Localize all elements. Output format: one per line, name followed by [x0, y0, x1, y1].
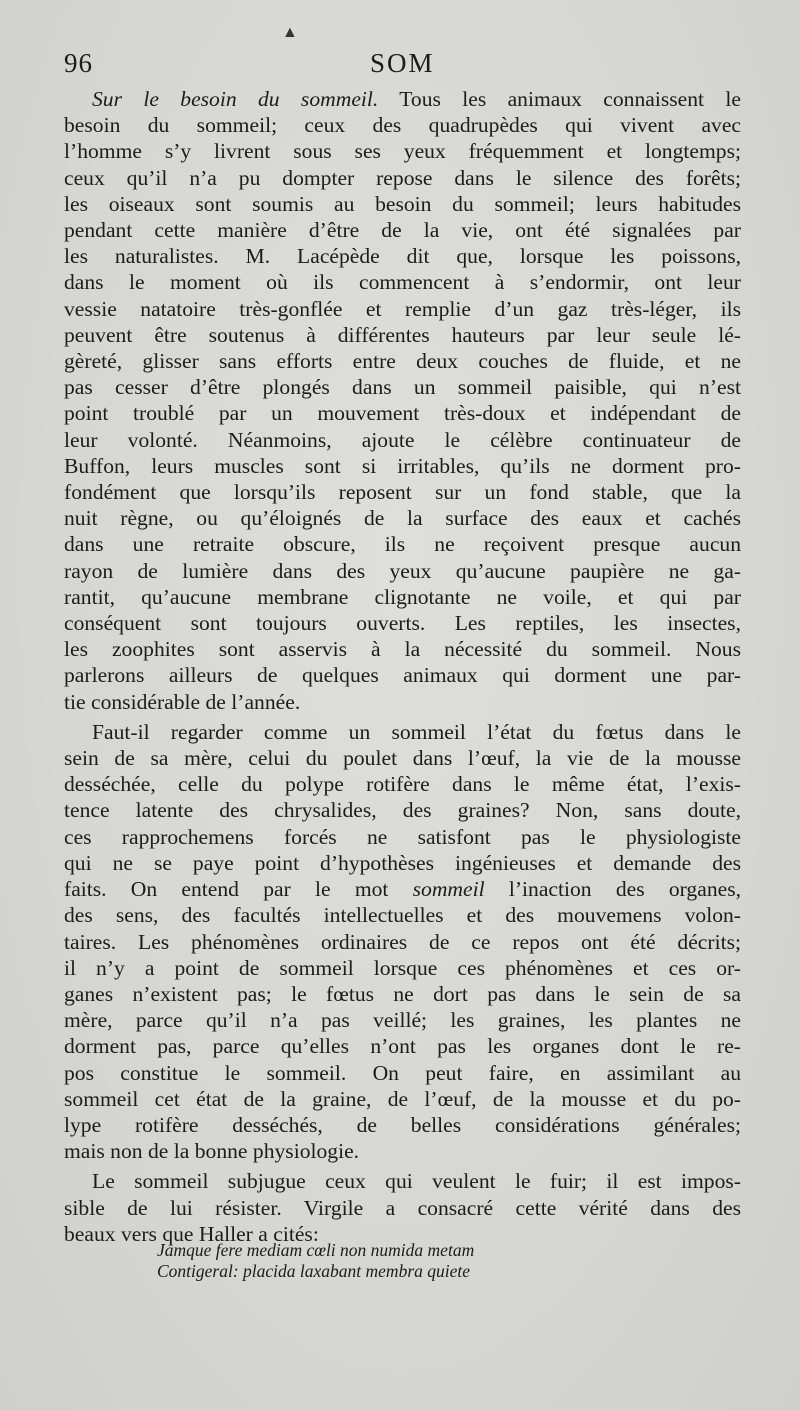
paragraph — [64, 86, 741, 715]
text-run: parlerons ailleurs de quelques animaux qui dorment une par- — [64, 663, 741, 688]
verse-quotation — [157, 1240, 617, 1282]
text-line — [64, 981, 741, 1007]
text-line — [64, 86, 741, 112]
text-line — [64, 955, 741, 981]
page-number: 96 — [64, 48, 93, 78]
text-line — [64, 505, 741, 531]
text-line — [64, 296, 741, 322]
text-run: pendant cette manière d’être de la vie, ont été signalées par — [64, 218, 741, 243]
running-head: SOM — [370, 48, 435, 78]
text-line — [64, 850, 741, 876]
text-run: point troublé par un mouvement très-doux et indépendant de — [64, 401, 741, 426]
text-run: l’inaction des organes, — [484, 877, 741, 902]
text-line — [64, 243, 741, 269]
text-run: les zoophites sont asservis à la nécessité du sommeil. Nous — [64, 637, 741, 662]
text-line — [64, 1086, 741, 1112]
text-run: desséchée, celle du polype rotifère dans le même état, l’exis- — [64, 772, 741, 797]
ornament-mark: ▲ — [282, 24, 298, 41]
text-line — [64, 662, 741, 688]
text-line — [64, 112, 741, 138]
text-run: dans le moment où ils commencent à s’endormir, ont leur — [64, 270, 741, 295]
text-run: pas cesser d’être plongés dans un sommeil paisible, qui n’est — [64, 375, 741, 400]
paragraph — [64, 719, 741, 1164]
text-run: tie considérable de l’année. — [64, 689, 301, 714]
text-run: Faut-il regarder comme un sommeil l’état du fœtus dans le — [92, 719, 741, 744]
text-line — [64, 531, 741, 557]
text-line — [64, 902, 741, 928]
text-run: ganes n’existent pas; le fœtus ne dort pas dans le sein de sa — [64, 981, 741, 1006]
text-line — [64, 1060, 741, 1086]
text-run: Le sommeil subjugue ceux qui veulent le fuir; il est impos- — [92, 1169, 741, 1194]
text-line — [64, 1007, 741, 1033]
text-line — [64, 584, 741, 610]
text-line — [64, 876, 741, 902]
body-text — [64, 86, 741, 1247]
text-line — [64, 771, 741, 797]
text-line — [64, 1033, 741, 1059]
text-run: tence latente des chrysalides, des graines? Non, sans doute, — [64, 798, 741, 823]
text-run: l’homme s’y livrent sous ses yeux fréquemment et longtemps; — [64, 139, 741, 164]
text-run: qui ne se paye point d’hypothèses ingénieuses et demande des — [64, 850, 741, 875]
text-line — [64, 453, 741, 479]
text-run: il n’y a point de sommeil lorsque ces phénomènes et ces or- — [64, 955, 741, 980]
text-line — [64, 1168, 741, 1194]
text-line — [64, 138, 741, 164]
text-line — [64, 797, 741, 823]
text-run: nuit règne, ou qu’éloignés de la surface des eaux et cachés — [64, 506, 741, 531]
text-run: mère, parce qu’il n’a pas veillé; les graines, les plantes ne — [64, 1008, 741, 1033]
text-run: Tous les animaux connaissent le — [378, 87, 741, 111]
verse-line: Jamque fere mediam cœli non numida metam — [157, 1240, 475, 1260]
text-run: des sens, des facultés intellectuelles et des mouvemens volon- — [64, 903, 741, 928]
text-line — [64, 217, 741, 243]
paragraph — [64, 1168, 741, 1247]
text-run: Buffon, leurs muscles sont si irritables, qu’ils ne dorment pro- — [64, 453, 741, 478]
text-run: rantit, qu’aucune membrane clignotante ne voile, et qui par — [64, 584, 741, 609]
italic-run: Sur le besoin du sommeil. — [92, 87, 379, 111]
text-run: fondément que lorsqu’ils reposent sur un fond stable, que la — [64, 480, 741, 505]
text-line — [64, 636, 741, 662]
text-run: sible de lui résister. Virgile a consacré cette vérité dans des — [64, 1195, 741, 1220]
text-run: mais non de la bonne physiologie. — [64, 1139, 360, 1164]
text-line — [64, 269, 741, 295]
text-run: ces rapprochemens forcés ne satisfont pas le physiologiste — [64, 824, 741, 849]
text-run: peuvent être soutenus à différentes hauteurs par leur seule lé- — [64, 322, 741, 347]
text-line — [64, 165, 741, 191]
text-line — [64, 1195, 741, 1221]
text-line — [64, 322, 741, 348]
text-run: rayon de lumière dans des yeux qu’aucune paupière ne ga- — [64, 558, 741, 583]
text-run: les naturalistes. M. Lacépède dit que, lorsque les poissons, — [64, 244, 741, 269]
italic-run: sommeil — [412, 877, 485, 902]
text-run: gèreté, glisser sans efforts entre deux couches de fluide, et ne — [64, 349, 741, 374]
text-run: vessie natatoire très-gonflée et remplie d’un gaz très-léger, ils — [64, 296, 741, 321]
text-line — [64, 689, 741, 715]
text-line — [64, 929, 741, 955]
text-line — [64, 191, 741, 217]
text-run: sein de sa mère, celui du poulet dans l’œuf, la vie de la mousse — [64, 746, 741, 771]
text-line — [64, 824, 741, 850]
text-line — [64, 1138, 741, 1164]
text-line — [64, 427, 741, 453]
text-line — [64, 348, 741, 374]
text-run: lype rotifère desséchés, de belles considérations générales; — [64, 1112, 741, 1137]
text-run: dans une retraite obscure, ils ne reçoivent presque aucun — [64, 532, 741, 557]
text-line — [64, 558, 741, 584]
text-run: pos constitue le sommeil. On peut faire, en assimilant au — [64, 1060, 741, 1085]
verse-line: Contigeral: placida laxabant membra quiete — [157, 1261, 471, 1281]
text-run: ceux qu’il n’a pu dompter repose dans le silence des forêts; — [64, 165, 741, 190]
page-header — [64, 48, 740, 88]
text-line — [64, 1112, 741, 1138]
text-run: faits. On entend par le mot — [64, 877, 413, 902]
text-line — [64, 745, 741, 771]
text-line — [64, 610, 741, 636]
text-run: dorment pas, parce qu’elles n’ont pas les organes dont le re- — [64, 1034, 741, 1059]
text-run: les oiseaux sont soumis au besoin du sommeil; leurs habitudes — [64, 191, 741, 216]
text-run: leur volonté. Néanmoins, ajoute le célèbre continuateur de — [64, 427, 741, 452]
text-run: conséquent sont toujours ouverts. Les reptiles, les insectes, — [64, 611, 741, 636]
text-run: sommeil cet état de la graine, de l’œuf, de la mousse et du po- — [64, 1086, 741, 1111]
text-line — [64, 400, 741, 426]
text-run: beaux vers que Haller a cités: — [64, 1221, 319, 1246]
text-line — [64, 719, 741, 745]
text-line — [64, 374, 741, 400]
text-run: taires. Les phénomènes ordinaires de ce repos ont été décrits; — [64, 929, 741, 954]
text-run: besoin du sommeil; ceux des quadrupèdes qui vivent avec — [64, 113, 741, 138]
text-line — [64, 479, 741, 505]
